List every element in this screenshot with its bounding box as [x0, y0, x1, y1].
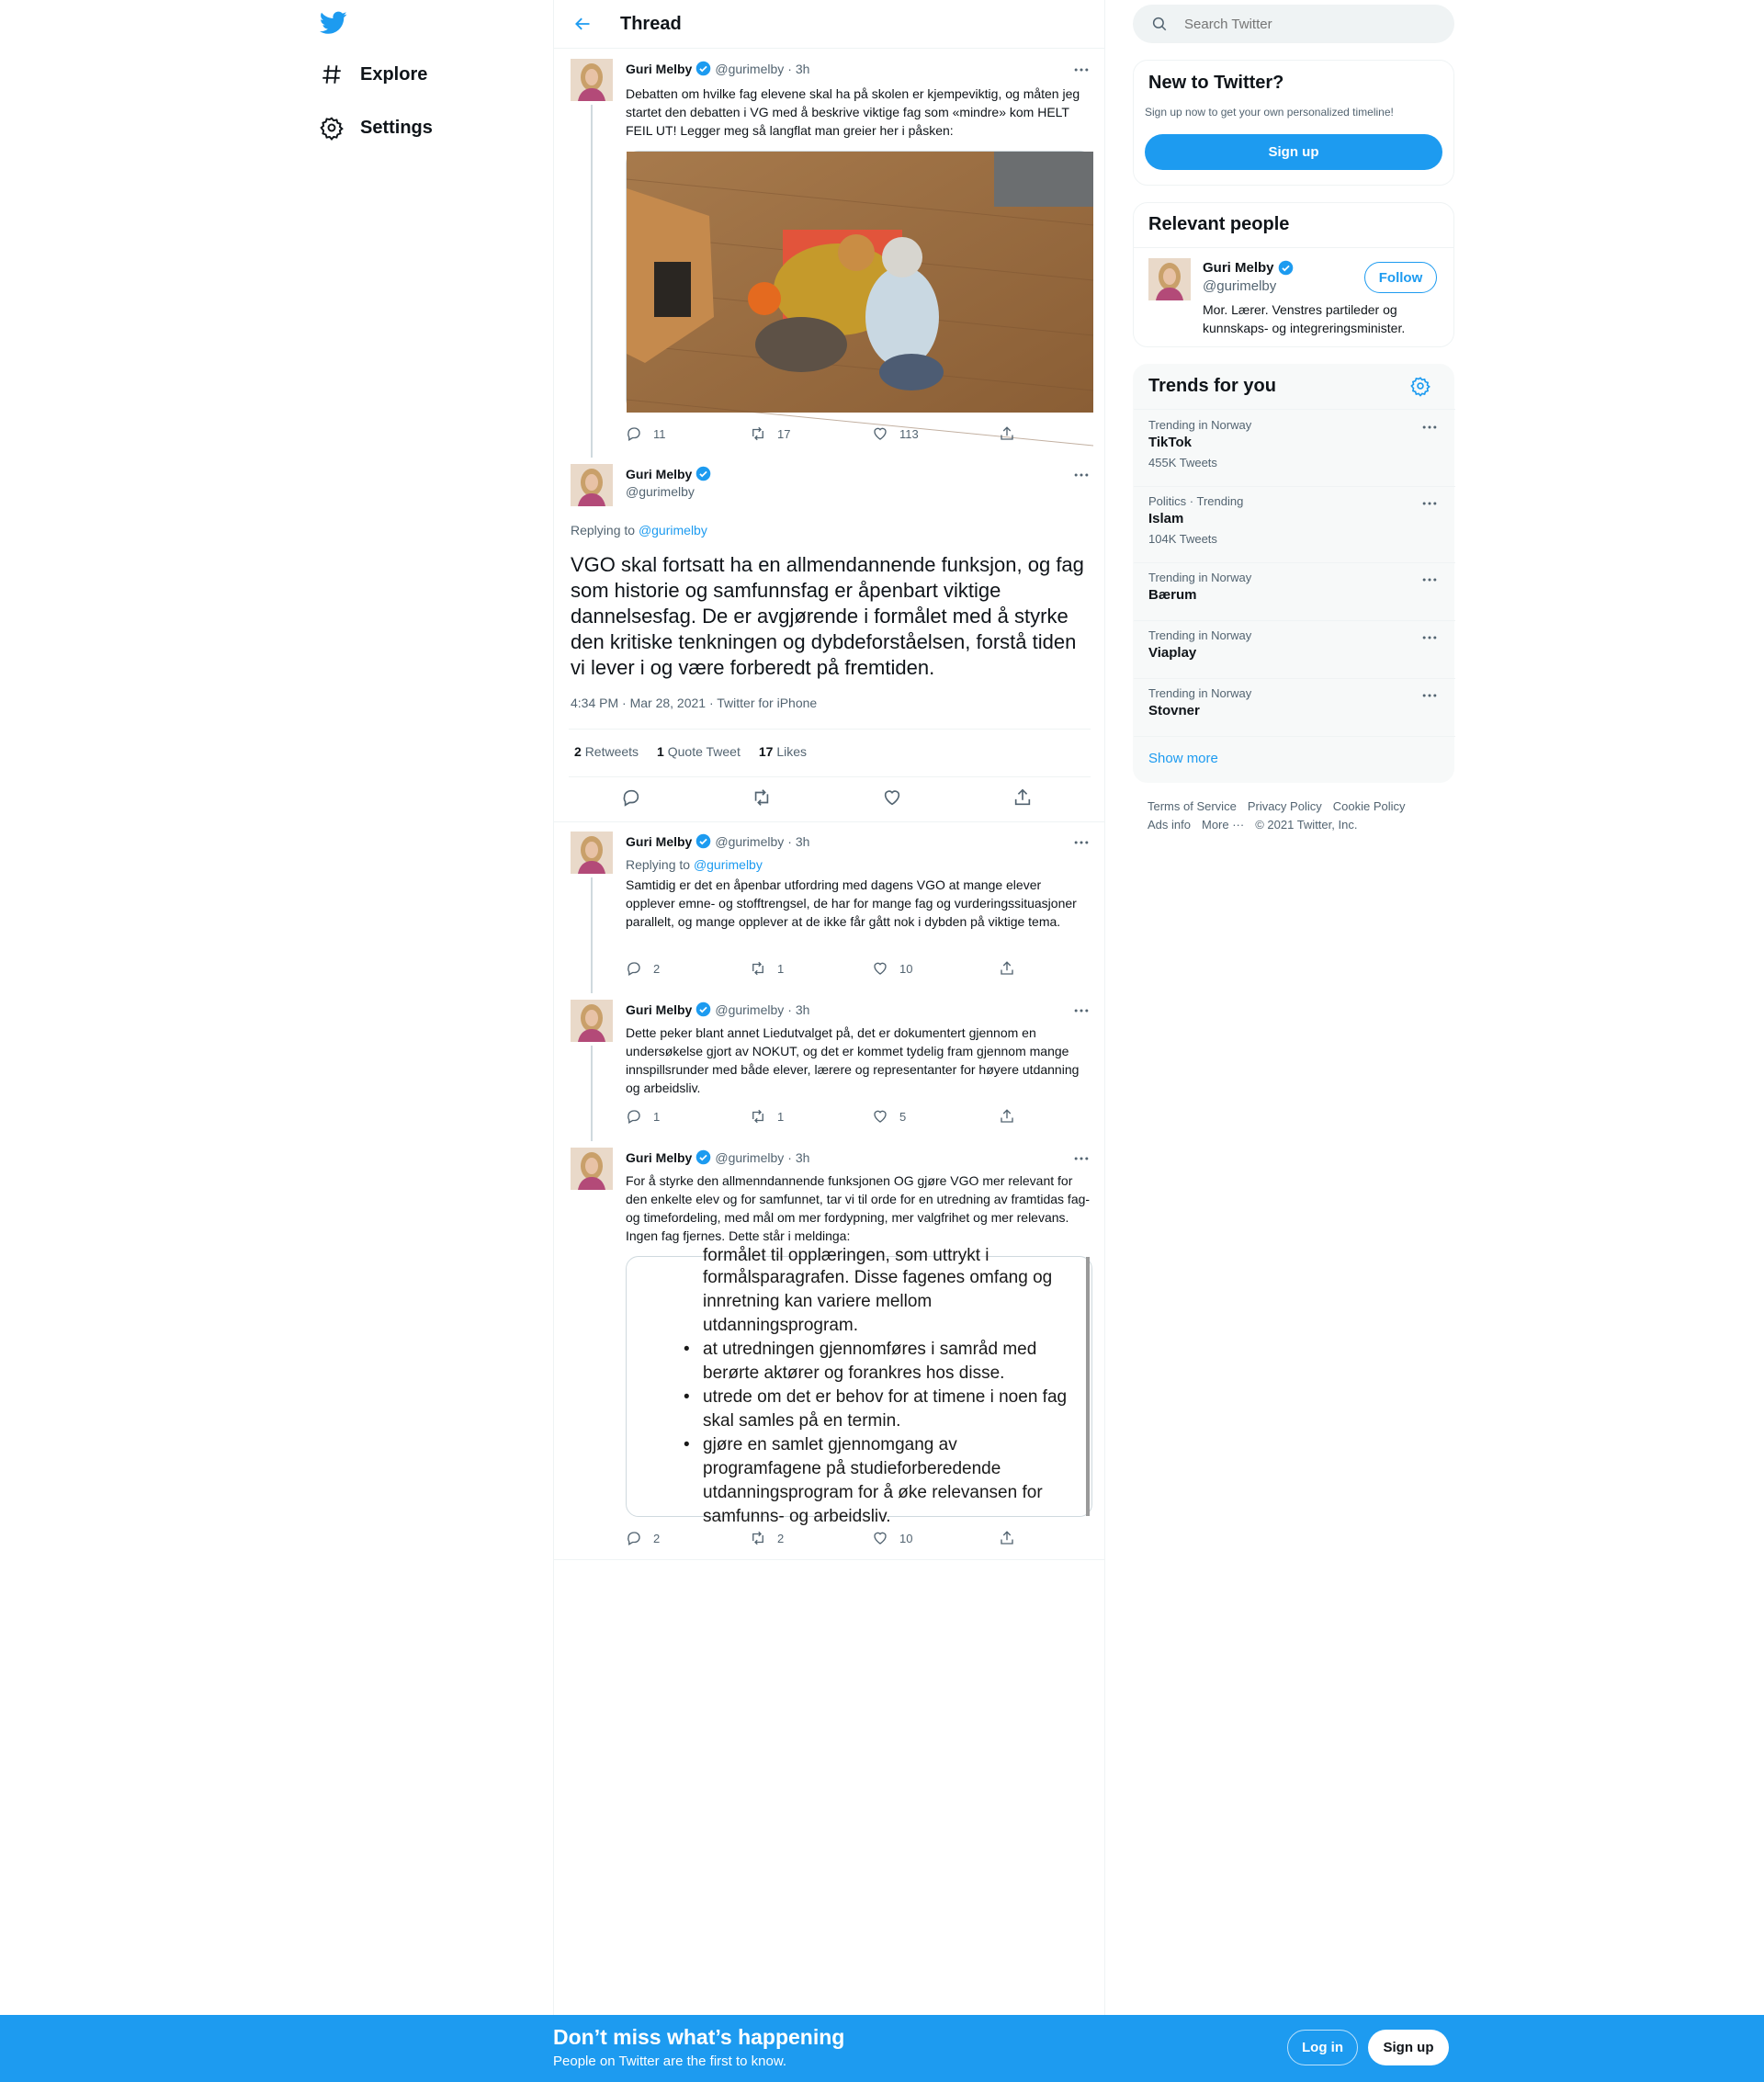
- divider: [569, 729, 1091, 730]
- like-button[interactable]: [872, 425, 919, 442]
- ads-info-link[interactable]: Ads info: [1148, 818, 1191, 832]
- doc-bullet: • gjøre en samlet gjennomgang av programfagene på studieforberedende utdanningsprogram for å øke relevansen for samfunns- og arbeidsliv.: [684, 1435, 1043, 1526]
- more-icon[interactable]: [1420, 494, 1439, 513]
- like-count: 5: [899, 1109, 907, 1124]
- search-box[interactable]: [1133, 5, 1454, 43]
- share-icon: [999, 1530, 1015, 1546]
- avatar[interactable]: [571, 59, 613, 101]
- like-button[interactable]: [872, 1530, 912, 1546]
- author-handle[interactable]: @gurimelby: [626, 484, 695, 499]
- tweet-actions: [626, 1108, 1012, 1126]
- retweet-button[interactable]: [750, 425, 790, 442]
- doc-bullet-text: utrede om det er behov for at timene i noen fag skal samles på en termin.: [703, 1387, 1068, 1431]
- signup-title: New to Twitter?: [1148, 73, 1284, 93]
- terms-link[interactable]: Terms of Service: [1148, 799, 1237, 813]
- person-handle[interactable]: @gurimelby: [1203, 278, 1277, 294]
- retweet-icon: [750, 1108, 766, 1125]
- tweet-actions: [626, 425, 1012, 444]
- author-name[interactable]: Guri Melby: [626, 1001, 693, 1017]
- heart-icon: [872, 425, 888, 442]
- trend-item[interactable]: [1134, 679, 1455, 737]
- nav-settings[interactable]: [320, 116, 433, 140]
- follow-button[interactable]: Follow: [1364, 262, 1437, 293]
- retweet-count: 17: [777, 426, 791, 441]
- replying-handle-link[interactable]: @gurimelby: [693, 857, 763, 872]
- author-name[interactable]: Guri Melby: [626, 1149, 693, 1165]
- nav-explore-label: Explore: [360, 63, 428, 85]
- tweet-photo[interactable]: [626, 151, 1092, 412]
- quotes-label: Quote Tweet: [667, 744, 741, 759]
- more-icon[interactable]: [1420, 686, 1439, 705]
- relevant-title: Relevant people: [1148, 214, 1290, 234]
- person-bio: Mor. Lærer. Venstres partileder og kunnskaps- og integreringsminister.: [1203, 302, 1406, 335]
- tweet-meta[interactable]: 4:34 PM · Mar 28, 2021 · Twitter for iPhone: [571, 696, 818, 710]
- trend-category: Trending in Norway: [1148, 571, 1252, 584]
- heart-icon: [872, 1108, 888, 1125]
- privacy-link[interactable]: Privacy Policy: [1247, 799, 1322, 813]
- main-tweet-text: VGO skal fortsatt ha en allmendannende funksjon, og fag som historie og samfunnsfag er åpenbart viktige dannelsesfag. De er avgjørende i formålet med å styrke den kritiske tenkningen og dybdeforståelsen, forstå tiden vi lever i og være forberedt på fremtiden.: [571, 553, 1084, 679]
- signup-card: [1133, 60, 1454, 186]
- share-button[interactable]: [999, 960, 1015, 977]
- author-name[interactable]: Guri Melby: [626, 61, 693, 76]
- verified-badge-icon: [695, 833, 711, 849]
- bottom-signup-bar: [0, 2015, 1764, 2082]
- likes-stat[interactable]: [759, 744, 807, 759]
- trend-count: 104K Tweets: [1148, 532, 1217, 546]
- more-icon[interactable]: [1420, 418, 1439, 436]
- thread-line: [591, 105, 593, 458]
- twitter-logo-icon[interactable]: [320, 11, 347, 35]
- quotes-stat[interactable]: [657, 744, 741, 759]
- like-button[interactable]: [872, 960, 912, 977]
- engagement-stats: [574, 744, 807, 759]
- like-button[interactable]: [872, 1108, 906, 1125]
- tweet-text: For å styrke den allmenndannende funksjonen OG gjøre VGO mer relevant for den enkelte elev og for samfunnet, tar vi til orde for en utredning av framtidas fag- og timefordeling, med mål om mer fordypning, mer valgfrihet og mer relevans. Ingen fag fjernes. Dette står i meldinga:: [626, 1173, 1091, 1243]
- trend-count: 455K Tweets: [1148, 456, 1217, 470]
- footer-row-2: [1148, 818, 1357, 832]
- verified-badge-icon: [695, 61, 711, 76]
- share-icon: [999, 1108, 1015, 1125]
- divider: [1134, 736, 1455, 737]
- doc-scroll-edge: [1086, 1257, 1090, 1516]
- trend-item[interactable]: [1134, 563, 1455, 621]
- main-tweet: [554, 455, 1104, 822]
- like-count: 10: [899, 961, 913, 976]
- copyright: © 2021 Twitter, Inc.: [1255, 818, 1358, 832]
- nav-explore[interactable]: [320, 62, 427, 86]
- document-text: [627, 1246, 1091, 1526]
- search-input[interactable]: [1184, 17, 1423, 32]
- reply-count: 2: [653, 961, 661, 976]
- trend-category: Politics · Trending: [1148, 494, 1244, 508]
- signup-button[interactable]: Sign up: [1145, 134, 1442, 170]
- avatar[interactable]: [571, 1148, 613, 1190]
- tweet-header: [626, 1001, 809, 1017]
- doc-bullet: • at utredningen gjennomføres i samråd med berørte aktører og forankres hos disse.: [684, 1340, 1037, 1383]
- share-button[interactable]: [1012, 787, 1033, 808]
- tweet-header: [626, 1149, 809, 1165]
- trends-title: Trends for you: [1148, 376, 1276, 396]
- reply-button[interactable]: [621, 787, 641, 808]
- author-handle[interactable]: @gurimelby: [715, 61, 785, 76]
- heart-icon: [872, 960, 888, 977]
- likes-count: 17: [758, 744, 774, 759]
- document-image[interactable]: [626, 1246, 1092, 1526]
- heart-icon: [872, 1530, 888, 1546]
- author-handle[interactable]: @gurimelby: [715, 1001, 785, 1017]
- person-name: Guri Melby: [1203, 260, 1274, 276]
- trend-category: Trending in Norway: [1148, 628, 1252, 642]
- tweet-time[interactable]: · 3h: [787, 833, 810, 849]
- share-button[interactable]: [999, 425, 1015, 442]
- author-handle[interactable]: @gurimelby: [715, 1149, 785, 1165]
- thread-column: [553, 0, 1105, 2017]
- reply-icon: [626, 1530, 642, 1546]
- doc-lead-text: formålsparagrafen. Disse fagenes omfang og innretning kan variere mellom utdanningsprogram.: [703, 1268, 1053, 1335]
- footer-row-1: [1148, 799, 1406, 813]
- more-icon[interactable]: [1072, 1149, 1091, 1168]
- like-button[interactable]: [882, 787, 902, 808]
- person-name-row[interactable]: [1203, 260, 1294, 276]
- reply-count: 2: [653, 1531, 661, 1545]
- cookie-link[interactable]: Cookie Policy: [1332, 799, 1406, 813]
- signup-subtitle: Sign up now to get your own personalized timeline!: [1145, 106, 1394, 119]
- trend-name: TikTok: [1148, 435, 1192, 450]
- share-icon: [999, 425, 1015, 442]
- retweet-icon: [750, 425, 766, 442]
- retweet-icon: [750, 1530, 766, 1546]
- reply-button[interactable]: [626, 960, 660, 977]
- tweet-header: [626, 61, 809, 76]
- bottom-signup-button[interactable]: Sign up: [1368, 2030, 1449, 2065]
- replying-prefix: Replying to: [626, 857, 694, 872]
- more-icon[interactable]: [1420, 628, 1439, 647]
- bottom-bar-subtitle: People on Twitter are the first to know.: [553, 2054, 787, 2069]
- retweet-button[interactable]: [752, 787, 772, 808]
- retweets-label: Retweets: [584, 744, 639, 759]
- divider: [554, 1559, 1104, 1560]
- avatar[interactable]: [1148, 258, 1191, 300]
- login-button[interactable]: Log in: [1287, 2030, 1358, 2065]
- author-name[interactable]: Guri Melby: [626, 833, 693, 849]
- trend-item[interactable]: [1134, 487, 1455, 563]
- tweet-time[interactable]: · 3h: [787, 1001, 810, 1017]
- reply-count: 11: [653, 426, 666, 441]
- trend-name: Viaplay: [1148, 645, 1197, 661]
- replying-to: [626, 855, 1092, 874]
- reply-icon: [626, 960, 642, 977]
- replying-handle-link[interactable]: @gurimelby: [638, 523, 707, 537]
- trends-card: [1133, 364, 1454, 783]
- avatar[interactable]: [571, 464, 613, 506]
- quotes-count: 1: [657, 744, 664, 759]
- retweet-count: 1: [777, 961, 785, 976]
- doc-partial-line: formålet til opplæringen, som uttrykt i: [703, 1246, 989, 1265]
- divider: [569, 776, 1091, 777]
- doc-bullet-list: [684, 1338, 1079, 1529]
- doc-bullet-text: at utredningen gjennomføres i samråd med berørte aktører og forankres hos disse.: [703, 1340, 1037, 1383]
- reply-icon: [626, 425, 642, 442]
- like-count: 10: [899, 1531, 913, 1545]
- gear-icon[interactable]: [1410, 376, 1430, 396]
- more-icon[interactable]: [1072, 466, 1091, 484]
- retweet-icon: [750, 960, 766, 977]
- divider: [1134, 247, 1453, 248]
- trend-category: Trending in Norway: [1148, 418, 1252, 432]
- verified-badge-icon: [695, 466, 711, 481]
- doc-bullet: • utrede om det er behov for at timene i noen fag skal samles på en termin.: [684, 1387, 1068, 1431]
- reply-button[interactable]: [626, 425, 666, 442]
- gear-icon: [320, 116, 344, 140]
- share-icon: [1012, 787, 1033, 808]
- like-count: 113: [899, 426, 919, 441]
- tweet-text: Samtidig er det en åpenbar utfordring med dagens VGO at mange elever opplever emne- og stofftrengsel, de har for mange fag og vurderingssituasjoner parallelt, og mange opplever at de ikke får gått nok i dybden på viktige tema.: [626, 877, 1077, 929]
- more-link[interactable]: More ···: [1201, 818, 1245, 832]
- relevant-people-card: [1133, 202, 1454, 347]
- thread-line: [591, 877, 593, 993]
- bottom-bar-title: Don’t miss what’s happening: [553, 2025, 845, 2049]
- share-button[interactable]: [999, 1108, 1015, 1125]
- more-icon[interactable]: [1072, 833, 1091, 852]
- trend-category: Trending in Norway: [1148, 686, 1252, 700]
- trend-name: Islam: [1148, 511, 1184, 526]
- tweet-actions: [626, 960, 1012, 979]
- reply-count: 1: [653, 1109, 661, 1124]
- trend-item[interactable]: [1134, 621, 1455, 679]
- share-icon: [999, 960, 1015, 977]
- thread-line: [591, 1046, 593, 1141]
- tweet-header: [626, 466, 711, 481]
- verified-badge-icon: [1278, 260, 1294, 276]
- likes-label: Likes: [776, 744, 808, 759]
- more-icon[interactable]: [1420, 571, 1439, 589]
- replying-to: [571, 523, 707, 537]
- avatar[interactable]: [571, 1000, 613, 1042]
- share-button[interactable]: [999, 1530, 1015, 1546]
- verified-badge-icon: [695, 1149, 711, 1165]
- page-title: Thread: [620, 14, 682, 34]
- show-more-link[interactable]: Show more: [1148, 751, 1218, 766]
- tweet-header: [626, 833, 809, 849]
- reply-button[interactable]: [626, 1530, 660, 1546]
- retweet-button[interactable]: [750, 1108, 784, 1125]
- more-icon[interactable]: [1072, 1001, 1091, 1020]
- retweet-button[interactable]: [750, 1530, 784, 1546]
- reply-icon: [621, 787, 641, 808]
- reply-icon: [626, 1108, 642, 1125]
- tweet-actions: [626, 1530, 1012, 1548]
- search-icon: [1151, 16, 1168, 32]
- verified-badge-icon: [695, 1001, 711, 1017]
- thread-header: [554, 0, 1104, 49]
- more-icon[interactable]: [1072, 61, 1091, 79]
- tweet-text: Dette peker blant annet Liedutvalget på, det er dokumentert gjennom en undersøkelse gjort av NOKUT, og det er kommet tydelig fram gjennom mange innspillsrunder med både elever, lærere og representanter for høyere utdanning og arbeidsliv.: [626, 1025, 1080, 1095]
- retweet-count: 1: [777, 1109, 785, 1124]
- main-tweet-actions: [554, 787, 1104, 811]
- author-name[interactable]: Guri Melby: [626, 466, 693, 481]
- retweet-button[interactable]: [750, 960, 784, 977]
- tweet-text: Debatten om hvilke fag elevene skal ha på skolen er kjempeviktig, og måten jeg startet den debatten i VG med å beskrive viktige fag som «mindre» kom HELT FEIL UT! Legger meg så langflat man greier her i påsken:: [626, 86, 1080, 138]
- tweet-time[interactable]: · 3h: [787, 61, 810, 76]
- trend-name: Bærum: [1148, 587, 1197, 603]
- trend-name: Stovner: [1148, 703, 1200, 719]
- back-arrow-icon[interactable]: [572, 15, 593, 33]
- nav-settings-label: Settings: [360, 117, 433, 138]
- trend-item[interactable]: [1134, 410, 1455, 486]
- tweet-time[interactable]: · 3h: [787, 1149, 810, 1165]
- hashtag-icon: [320, 62, 344, 86]
- avatar[interactable]: [571, 832, 613, 874]
- heart-icon: [882, 787, 902, 808]
- retweets-stat[interactable]: [574, 744, 639, 759]
- reply-button[interactable]: [626, 1108, 660, 1125]
- doc-bullet-text: gjøre en samlet gjennomgang av programfagene på studieforberedende utdanningsprogram for å øke relevansen for samfunns- og arbeidsliv.: [703, 1435, 1043, 1526]
- author-handle[interactable]: @gurimelby: [715, 833, 785, 849]
- tweet-1[interactable]: [554, 50, 1104, 455]
- retweet-icon: [752, 787, 772, 808]
- replying-prefix: Replying to: [571, 523, 639, 537]
- retweets-count: 2: [574, 744, 582, 759]
- tweet-3[interactable]: [554, 990, 1104, 1138]
- tweet-4[interactable]: [554, 1138, 1104, 1559]
- retweet-count: 2: [777, 1531, 785, 1545]
- tweet-2[interactable]: [554, 822, 1104, 990]
